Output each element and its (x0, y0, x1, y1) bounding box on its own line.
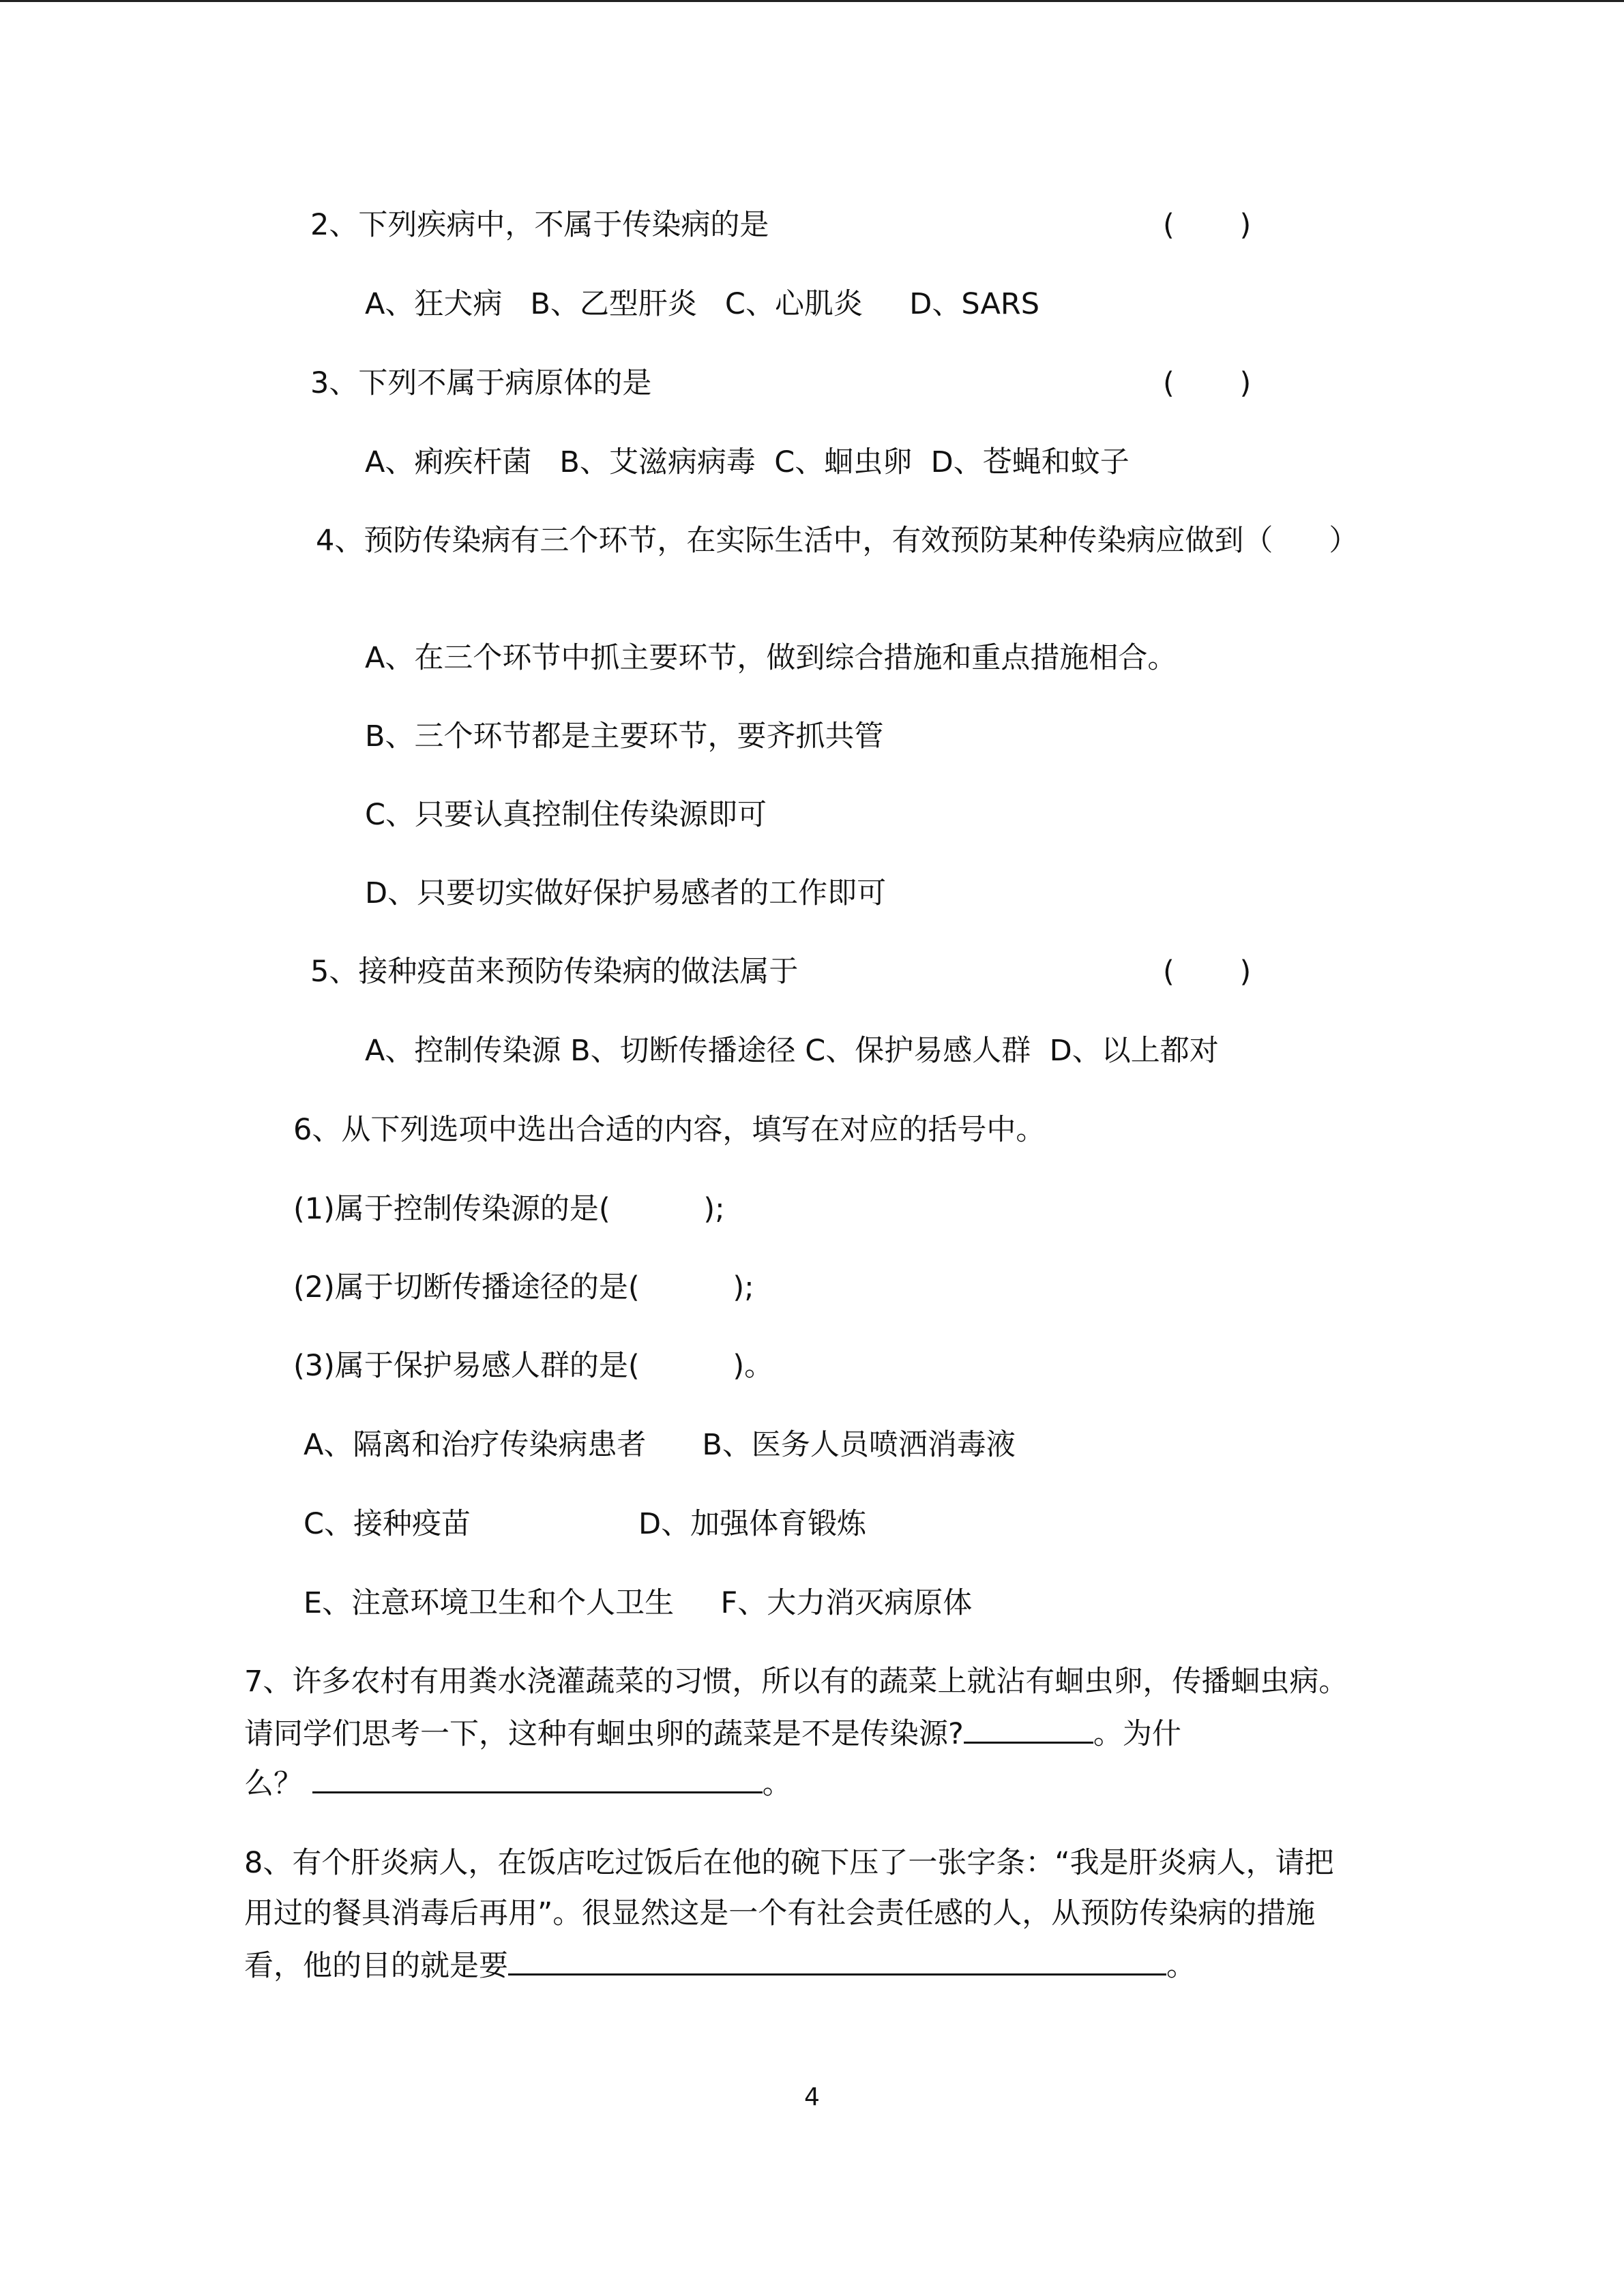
question-8-line-3-text: 看，他的目的就是要 (244, 1949, 508, 1983)
page-number: 4 (804, 2083, 820, 2111)
question-6-item-3: (3)属于保护易感人群的是( )。 (293, 1349, 774, 1383)
question-2-options: A、狂犬病 B、乙型肝炎 C、心肌炎 D、SARS (365, 287, 1040, 321)
question-3-options: A、痢疾杆菌 B、艾滋病病毒 C、蛔虫卵 D、苍蝇和蚊子 (365, 445, 1130, 479)
question-4-option-b: B、三个环节都是主要环节，要齐抓共管 (365, 719, 884, 754)
question-4-option-c: C、只要认真控制住传染源即可 (365, 798, 767, 832)
question-6-item-1: (1)属于控制传染源的是( ); (293, 1192, 725, 1226)
question-5-options: A、控制传染源 B、切断传播途径 C、保护易感人群 D、以上都对 (365, 1034, 1219, 1068)
question-5-stem: 5、接种疫苗来预防传染病的做法属于 (310, 955, 799, 989)
top-border-line (0, 0, 1624, 2)
question-8-line-3 (244, 1943, 1196, 1986)
question-6-item-2: (2)属于切断传播途径的是( ); (293, 1270, 754, 1304)
question-4-option-a: A、在三个环节中抓主要环节，做到综合措施和重点措施相合。 (365, 641, 1177, 675)
question-8-answer-blank[interactable] (508, 1943, 1166, 1976)
question-6-choices-ef: E、注意环境卫生和个人卫生 F、大力消灭病原体 (304, 1586, 973, 1620)
question-7-line-3-tail: 。 (762, 1767, 792, 1801)
question-7-answer-blank-2[interactable] (312, 1761, 763, 1793)
question-7-line-3 (244, 1761, 792, 1804)
question-7-answer-blank-1[interactable] (964, 1712, 1093, 1744)
question-3-answer-paren: ( ) (1163, 366, 1252, 400)
question-6-choices-ab: A、隔离和治疗传染病患者 B、医务人员喷洒消毒液 (304, 1428, 1016, 1462)
question-7-line-2-text: 请同学们思考一下，这种有蛔虫卵的蔬菜是不是传染源? (244, 1717, 964, 1751)
question-3-stem: 3、下列不属于病原体的是 (310, 366, 652, 400)
question-4-stem: 4、预防传染病有三个环节，在实际生活中，有效预防某种传染病应做到（ ） (316, 524, 1359, 558)
question-2-answer-paren: ( ) (1163, 208, 1252, 242)
question-6-stem: 6、从下列选项中选出合适的内容，填写在对应的括号中。 (293, 1113, 1046, 1147)
question-7-line-2 (244, 1712, 1181, 1755)
question-6-choices-cd: C、接种疫苗 D、加强体育锻炼 (304, 1507, 867, 1541)
question-4-option-d: D、只要切实做好保护易感者的工作即可 (365, 876, 887, 910)
question-7-line-1: 7、许多农村有用粪水浇灌蔬菜的习惯，所以有的蔬菜上就沾有蛔虫卵，传播蛔虫病。 (244, 1665, 1348, 1699)
question-5-answer-paren: ( ) (1163, 955, 1252, 989)
question-8-line-2: 用过的餐具消毒后再用”。很显然这是一个有社会责任感的人，从预防传染病的措施 (244, 1896, 1316, 1930)
question-7-line-3-text: 么？ (244, 1767, 312, 1801)
question-2-stem: 2、下列疾病中，不属于传染病的是 (310, 208, 769, 242)
question-8-line-3-tail: 。 (1166, 1949, 1196, 1983)
question-7-line-2-tail: 。为什 (1093, 1717, 1181, 1751)
question-8-line-1: 8、有个肝炎病人，在饭店吃过饭后在他的碗下压了一张字条：“我是肝炎病人，请把 (244, 1846, 1334, 1880)
